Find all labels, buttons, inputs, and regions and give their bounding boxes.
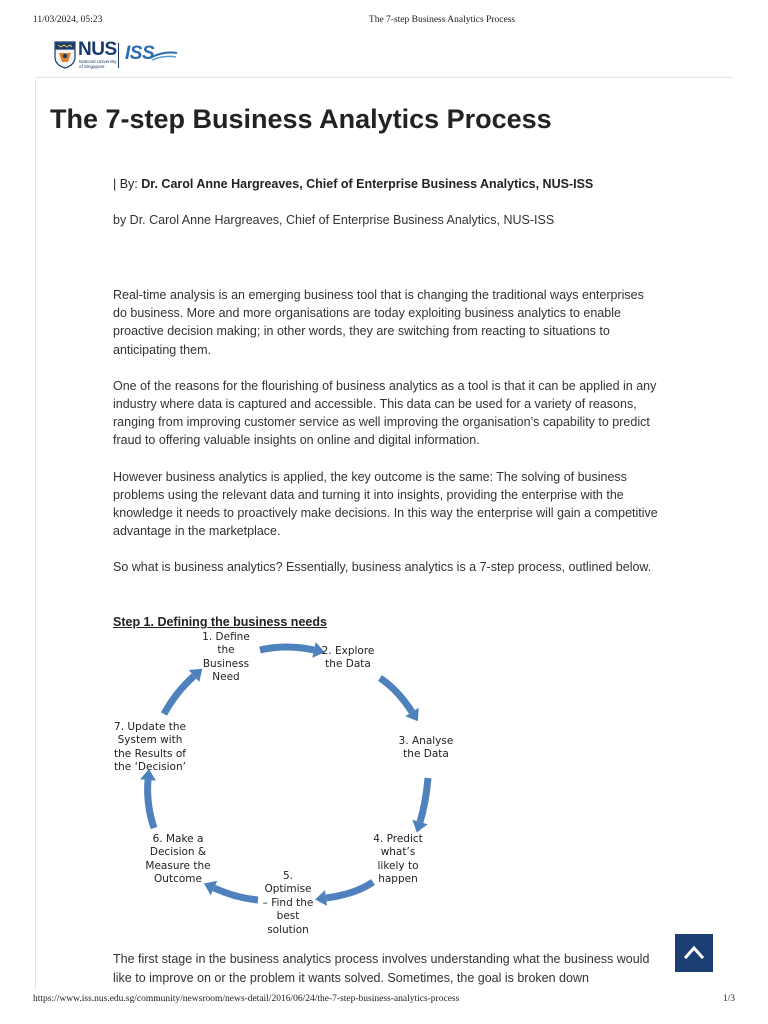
byline [113, 177, 593, 191]
nus-logo-subtext: National University of Singapore [79, 59, 117, 69]
step-3-node: 3. Analyse the Data [398, 735, 454, 761]
step-6-node: 6. Make a Decision & Measure the Outcome [145, 833, 211, 886]
print-page-number: 1/3 [722, 994, 735, 1004]
step-1-node: 1. Define the Business Need [202, 631, 250, 684]
paragraph-1: Real-time analysis is an emerging business tool that is changing the traditional ways enterprises do business. More and more organisations are today exploiting business analytics to enable proactive decision making; in other words, they are switching from reacting to situations to anticipating them. [113, 288, 644, 357]
article-body [113, 286, 661, 595]
byline-secondary: by Dr. Carol Anne Hargreaves, Chief of Enterprise Business Analytics, NUS-ISS [113, 213, 555, 227]
paragraph-4: So what is business analytics? Essentially, business analytics is a 7-step process, outlined below. [113, 560, 652, 575]
print-datetime: 11/03/2024, 05:23 [33, 15, 103, 25]
print-url: https://www.iss.nus.edu.sg/community/newsroom/news-detail/2016/06/24/the-7-step-business-analytics-process [33, 994, 460, 1004]
article-body-continued [113, 950, 661, 988]
nus-logo-text: NUS [78, 39, 117, 60]
analytics-cycle-diagram [108, 630, 468, 934]
paragraph-5: The first stage in the business analytics process involves understanding what the business would like to improve on or the problem it wants solved. Sometimes, the goal is broken down [113, 952, 650, 985]
byline-prefix: | By: [113, 177, 142, 191]
byline-author: Dr. Carol Anne Hargreaves, Chief of Enterprise Business Analytics, NUS-ISS [141, 177, 594, 191]
site-header [35, 33, 733, 78]
step-4-node: 4. Predict what’s likely to happen [373, 833, 423, 886]
arrow-step6-to-step7 [140, 769, 156, 828]
print-doc-title: The 7-step Business Analytics Process [368, 15, 516, 25]
paragraph-2: One of the reasons for the flourishing of business analytics as a tool is that it can be applied in any industry where data is captured and accessible. This data can be used for a variety of reasons, ranging from improving customer service as well improving the organisation’s capability to predict fraud to offering valuable insights on online and digital information. [113, 378, 657, 448]
print-header [0, 15, 768, 29]
chevron-up-icon [684, 945, 704, 959]
iss-logo-text: ISS [125, 43, 155, 64]
paragraph-3: However business analytics is applied, the key outcome is the same: The solving of business problems using the relevant data and turning it into insights, providing the enterprise with the knowledge it needs to proactively make decisions. In this way the enterprise will gain a competitive advantage in the marketplace. [113, 469, 658, 539]
back-to-top-button[interactable] [675, 934, 713, 972]
arrow-step3-to-step4 [412, 778, 428, 833]
nus-crest-icon [54, 41, 76, 69]
content-left-border [35, 80, 36, 990]
arrow-step2-to-step3 [380, 678, 419, 721]
step-2-node: 2. Explore the Data [321, 645, 375, 671]
step-7-node: 7. Update the System with the Results of the ‘Decision’ [114, 721, 186, 774]
page-title: The 7-step Business Analytics Process [50, 104, 552, 134]
iss-swoosh-icon [152, 51, 177, 63]
step-5-node: 5. Optimise – Find the best solution [262, 870, 314, 934]
step-1-heading: Step 1. Defining the business needs [113, 615, 327, 629]
print-footer [0, 994, 768, 1008]
logo-divider [118, 43, 119, 68]
